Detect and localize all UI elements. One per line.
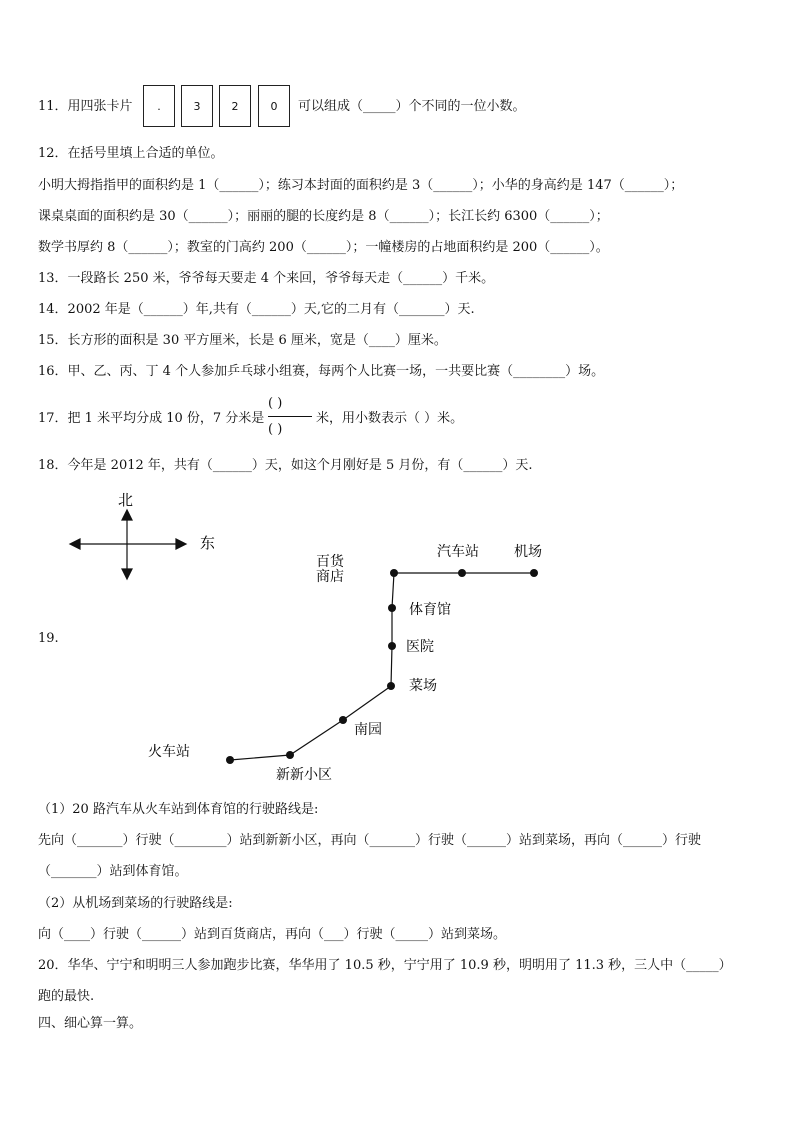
stop-xinxin bbox=[286, 751, 294, 759]
q12-line2: 课桌桌面的面积约是 30（______）；丽丽的腿的长度约是 8（______）；长江长约 6300（______）； bbox=[38, 209, 609, 224]
q20-line2: 跑的最快. bbox=[38, 989, 95, 1004]
label-nanyuan: 南园 bbox=[354, 722, 382, 738]
q14-text: 14．2002 年是（______）年,共有（______）天,它的二月有（_______）天. bbox=[38, 302, 475, 317]
label-xinxin: 新新小区 bbox=[276, 767, 332, 783]
q12-line1: 小明大拇指指甲的面积约是 1（______）；练习本封面的面积约是 3（______）；小华的身高约是 147（______）； bbox=[38, 178, 684, 193]
q12-title: 12．在括号里填上合适的单位。 bbox=[38, 146, 224, 161]
stop-bus-station bbox=[458, 569, 466, 577]
east-label: 东 bbox=[200, 534, 216, 552]
label-bus-station: 汽车站 bbox=[437, 544, 479, 560]
stop-nanyuan bbox=[339, 716, 347, 724]
label-airport: 机场 bbox=[514, 544, 542, 560]
q17-denominator: ( ) bbox=[268, 422, 283, 437]
label-stadium: 体育馆 bbox=[409, 602, 451, 618]
stop-hospital bbox=[388, 642, 396, 650]
compass bbox=[70, 510, 186, 579]
section4-heading: 四、细心算一算。 bbox=[38, 1016, 143, 1031]
card-0: 0 bbox=[258, 85, 290, 127]
label-dept-store-1: 百货 bbox=[316, 554, 344, 570]
q11-prefix: 11．用四张卡片 bbox=[38, 99, 133, 114]
stop-train-station bbox=[226, 756, 234, 764]
q17-prefix: 17．把 1 米平均分成 10 份，7 分米是 bbox=[38, 411, 265, 426]
card-dot: . bbox=[143, 85, 175, 127]
q20-line1: 20．华华、宁宁和明明三人参加跑步比赛，华华用了 10.5 秒，宁宁用了 10.9 秒，明明用了 11.3 秒，三人中（_____） bbox=[38, 958, 732, 973]
north-label: 北 bbox=[118, 491, 134, 509]
stop-airport bbox=[530, 569, 538, 577]
stop-stadium bbox=[388, 604, 396, 612]
q12-line3: 数学书厚约 8（______）；教室的门高约 200（______）；一幢楼房的占地面积约是 200（______）。 bbox=[38, 240, 609, 255]
q19-sub2-title: （2）从机场到菜场的行驶路线是: bbox=[38, 896, 233, 911]
q16-text: 16．甲、乙、丙、丁 4 个人参加乒乓球小组赛，每两个人比赛一场，一共要比赛（________）场。 bbox=[38, 364, 605, 379]
q18-text: 18．今年是 2012 年，共有（______）天，如这个月刚好是 5 月份，有（______）天. bbox=[38, 458, 533, 473]
route-line bbox=[230, 573, 534, 760]
stop-dept-store bbox=[390, 569, 398, 577]
card-3: 3 bbox=[181, 85, 213, 127]
q17-suffix: 米，用小数表示（ ）米。 bbox=[316, 411, 464, 426]
stop-market bbox=[387, 682, 395, 690]
card-2: 2 bbox=[219, 85, 251, 127]
q19-sub2-line1: 向（____）行驶（______）站到百货商店，再向（___）行驶（_____）站到菜场。 bbox=[38, 927, 507, 942]
q19-sub1-title: （1）20 路汽车从火车站到体育馆的行驶路线是: bbox=[38, 802, 319, 817]
q11-suffix: 可以组成（_____）个不同的一位小数。 bbox=[298, 99, 526, 114]
q15-text: 15．长方形的面积是 30 平方厘米，长是 6 厘米，宽是（____）厘米。 bbox=[38, 333, 447, 348]
q19-sub1-line1: 先向（_______）行驶（________）站到新新小区，再向（_______）行驶（______）站到菜场，再向（______）行驶 bbox=[38, 833, 702, 848]
label-dept-store-2: 商店 bbox=[316, 569, 344, 585]
label-hospital: 医院 bbox=[406, 639, 434, 655]
q13-text: 13．一段路长 250 米，爷爷每天要走 4 个来回，爷爷每天走（______）千米。 bbox=[38, 271, 495, 286]
q19-number: 19. bbox=[38, 631, 59, 646]
label-market: 菜场 bbox=[409, 678, 437, 694]
label-train-station: 火车站 bbox=[148, 744, 190, 760]
q17-numerator: ( ) bbox=[268, 396, 283, 411]
q19-sub1-line2: （_______）站到体育馆。 bbox=[38, 864, 188, 879]
